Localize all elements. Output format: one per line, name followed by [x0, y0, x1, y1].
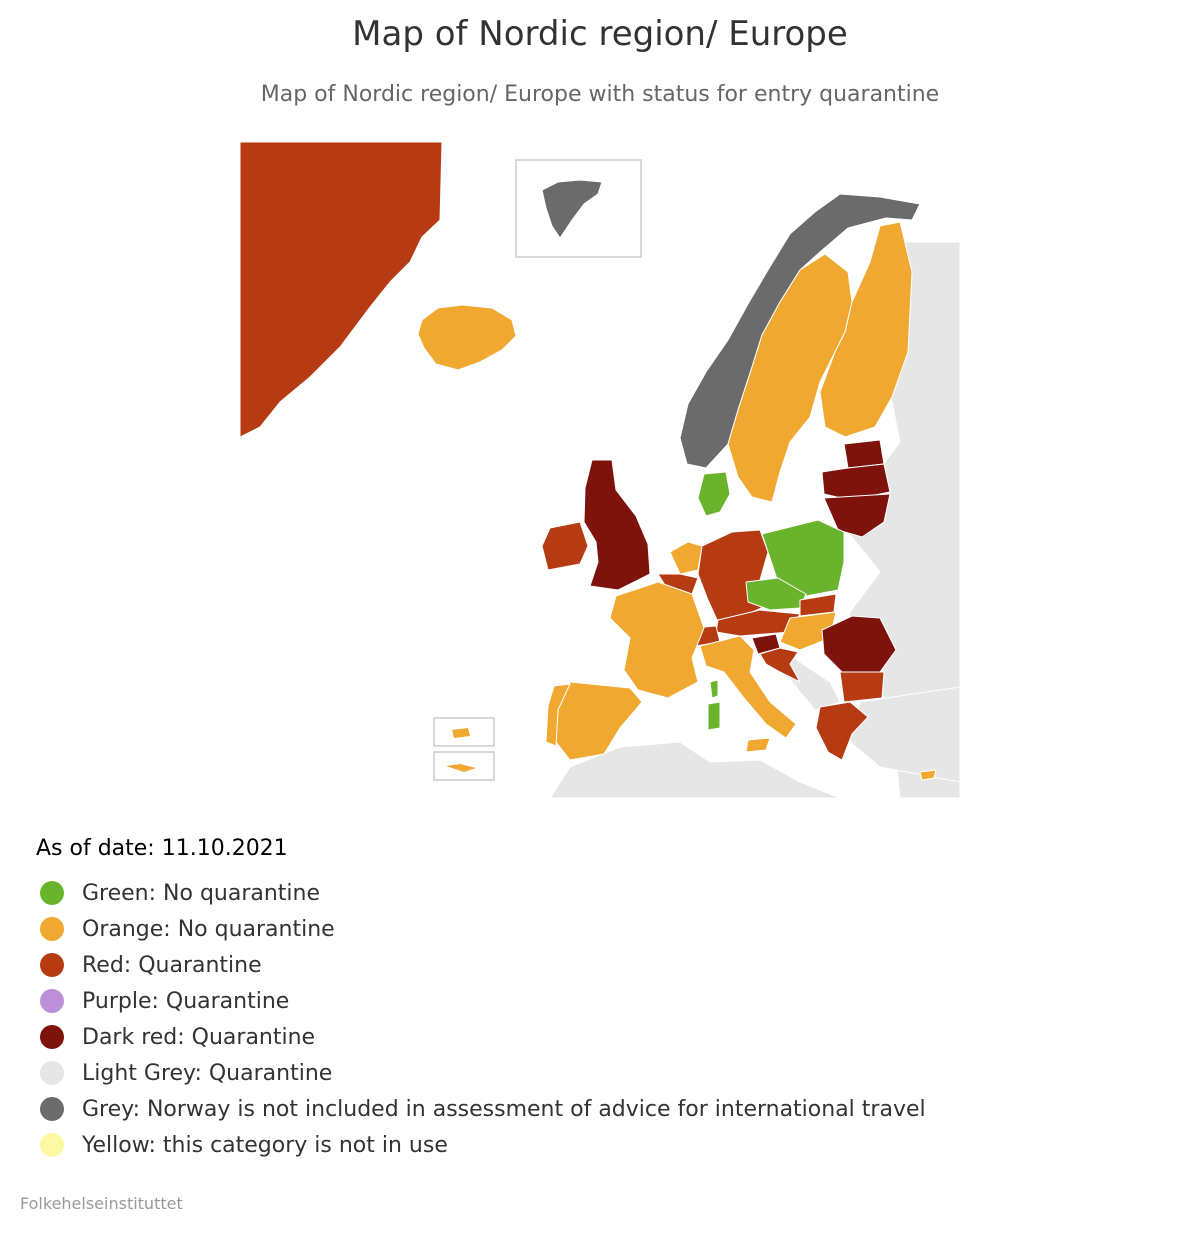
- map-region-turkey[interactable]: [850, 687, 960, 782]
- legend-color-dot-icon: [40, 989, 64, 1013]
- legend: [36, 836, 926, 1163]
- credits-link[interactable]: Folkehelseinstituttet: [20, 1194, 183, 1213]
- map-region-netherlands[interactable]: [670, 542, 702, 574]
- legend-item[interactable]: [36, 1019, 926, 1055]
- legend-item-label: Yellow: this category is not in use: [82, 1132, 448, 1158]
- legend-color-dot-icon: [40, 881, 64, 905]
- legend-color-dot-icon: [40, 1133, 64, 1157]
- map-region-ireland[interactable]: [542, 522, 588, 570]
- legend-items: [36, 875, 926, 1163]
- chart-subtitle: Map of Nordic region/ Europe with status for entry quarantine: [260, 82, 940, 107]
- legend-item-label: Green: No quarantine: [82, 880, 321, 906]
- legend-item[interactable]: [36, 947, 926, 983]
- legend-item-label: Orange: No quarantine: [82, 916, 335, 942]
- legend-item-label: Light Grey: Quarantine: [82, 1060, 333, 1086]
- legend-item[interactable]: [36, 1091, 926, 1127]
- legend-item[interactable]: [36, 911, 926, 947]
- map-region-greenland[interactable]: [240, 142, 442, 437]
- legend-item-label: Purple: Quarantine: [82, 988, 290, 1014]
- legend-item[interactable]: [36, 983, 926, 1019]
- map-region-iceland[interactable]: [418, 305, 516, 370]
- legend-item[interactable]: [36, 1055, 926, 1091]
- map-region-corsica[interactable]: [710, 680, 718, 698]
- legend-item-label: Grey: Norway is not included in assessment of advice for international travel: [82, 1096, 926, 1122]
- legend-color-dot-icon: [40, 917, 64, 941]
- legend-item-label: Dark red: Quarantine: [82, 1024, 316, 1050]
- canary-inset: [434, 718, 494, 780]
- svalbard-inset: [516, 160, 641, 257]
- map-region-bulgaria[interactable]: [840, 672, 884, 702]
- map-area: [240, 142, 960, 798]
- chart-title: Map of Nordic region/ Europe: [352, 14, 848, 54]
- map-region-estonia[interactable]: [844, 440, 884, 468]
- map-region-denmark[interactable]: [698, 472, 730, 516]
- legend-color-dot-icon: [40, 1061, 64, 1085]
- legend-item-label: Red: Quarantine: [82, 952, 262, 978]
- legend-color-dot-icon: [40, 1025, 64, 1049]
- map-region-germany[interactable]: [698, 530, 770, 622]
- legend-color-dot-icon: [40, 1097, 64, 1121]
- map-svg: [240, 142, 960, 798]
- legend-item[interactable]: [36, 875, 926, 911]
- legend-as-of-date: As of date: 11.10.2021: [36, 836, 288, 861]
- map-region-france[interactable]: [610, 582, 704, 698]
- map-region-united-kingdom[interactable]: [584, 460, 650, 590]
- map-region-sicily[interactable]: [746, 738, 770, 752]
- map-region-cyprus[interactable]: [920, 770, 936, 780]
- map-region-sardinia[interactable]: [708, 702, 720, 730]
- legend-color-dot-icon: [40, 953, 64, 977]
- legend-item[interactable]: [36, 1127, 926, 1163]
